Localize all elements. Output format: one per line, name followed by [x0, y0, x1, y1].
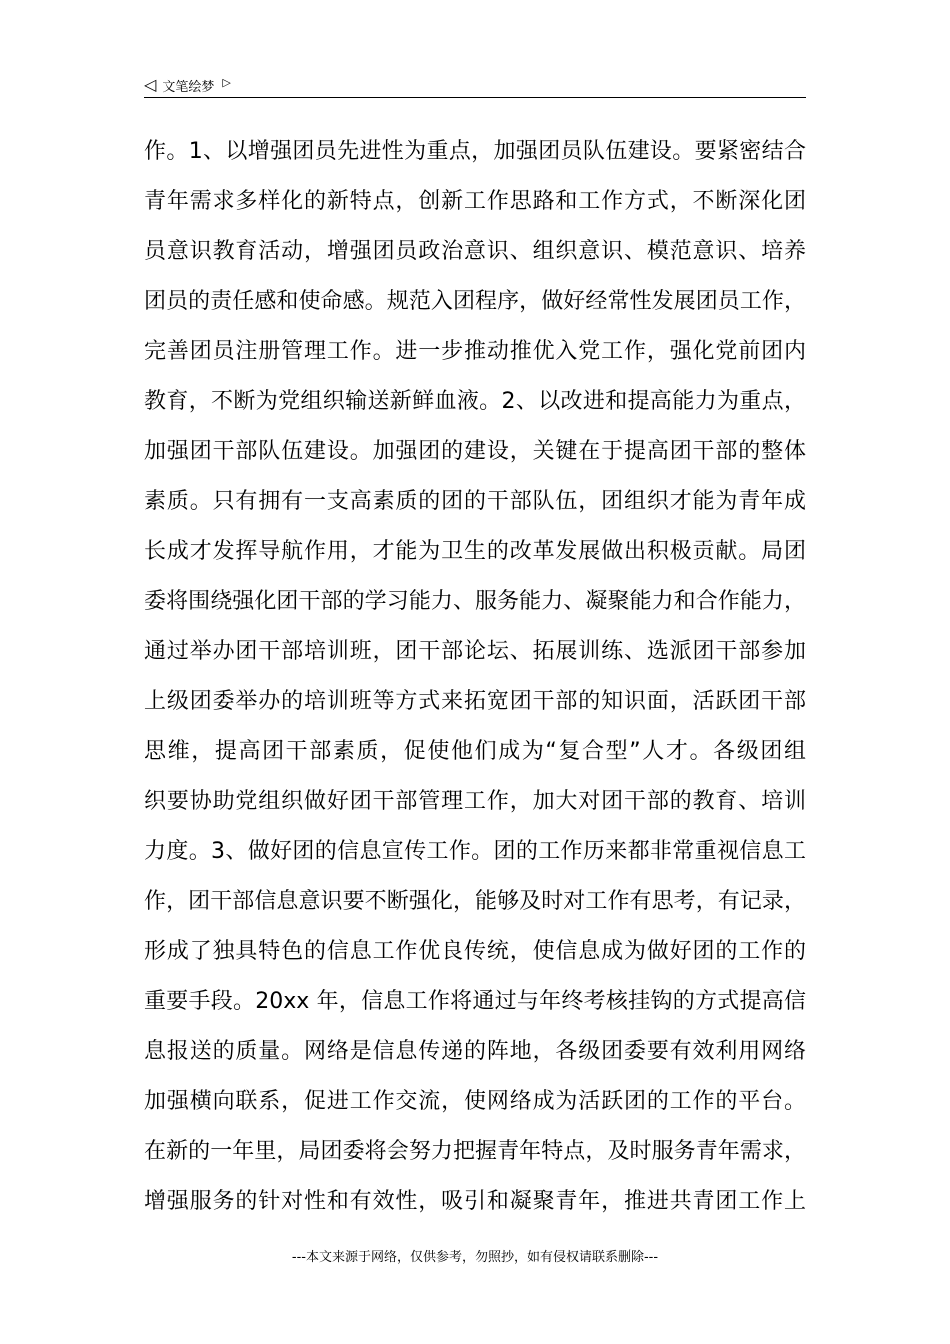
text-line: 团员的责任感和使命感。规范入团程序，做好经常性发展团员工作， [144, 289, 806, 314]
text-line: 通过举办团干部培训班，团干部论坛、拓展训练、选派团干部参加 [144, 639, 806, 664]
text-line: 加强横向联系，促进工作交流，使网络成为活跃团的工作的平台。 [144, 1089, 806, 1114]
page-header [144, 74, 231, 96]
header-title: 文笔绘梦 [162, 79, 215, 95]
text-line: 形成了独具特色的信息工作优良传统，使信息成为做好团的工作的 [144, 939, 806, 964]
text-line: 在新的一年里，局团委将会努力把握青年特点，及时服务青年需求， [144, 1139, 806, 1164]
text-line: 加强团干部队伍建设。加强团的建设，关键在于提高团干部的整体 [144, 439, 806, 464]
triangle-left-outline-icon: ◁ [144, 75, 157, 94]
text-line: 息报送的质量。网络是信息传递的阵地，各级团委要有效利用网络 [144, 1039, 806, 1064]
text-line: 力度。3、做好团的信息宣传工作。团的工作历来都非常重视信息工 [144, 839, 806, 864]
text-line: 素质。只有拥有一支高素质的团的干部队伍，团组织才能为青年成 [144, 489, 806, 514]
text-line: 增强服务的针对性和有效性，吸引和凝聚青年，推进共青团工作上 [144, 1189, 806, 1214]
text-line: 作，团干部信息意识要不断强化，能够及时对工作有思考，有记录， [144, 889, 806, 914]
document-body [144, 127, 806, 1227]
header-divider [144, 97, 806, 98]
text-line: 员意识教育活动，增强团员政治意识、组织意识、模范意识、培养 [144, 239, 806, 264]
page-footer: ---本文来源于网络，仅供参考，勿照抄，如有侵权请联系删除--- [291, 1250, 659, 1265]
text-line: 作。1、以增强团员先进性为重点，加强团员队伍建设。要紧密结合 [144, 139, 806, 164]
text-line: 完善团员注册管理工作。进一步推动推优入党工作，强化党前团内 [144, 339, 806, 364]
text-line: 思维，提高团干部素质，促使他们成为“复合型”人才。各级团组 [144, 739, 806, 764]
text-line: 委将围绕强化团干部的学习能力、服务能力、凝聚能力和合作能力， [144, 589, 806, 614]
text-line: 织要协助党组织做好团干部管理工作，加大对团干部的教育、培训 [144, 789, 806, 814]
text-line: 青年需求多样化的新特点，创新工作思路和工作方式，不断深化团 [144, 189, 806, 214]
text-line: 教育，不断为党组织输送新鲜血液。2、以改进和提高能力为重点， [144, 389, 806, 414]
triangle-right-outline-icon: ▷ [222, 75, 231, 89]
text-line: 上级团委举办的培训班等方式来拓宽团干部的知识面，活跃团干部 [144, 689, 806, 714]
text-line: 重要手段。20xx 年，信息工作将通过与年终考核挂钩的方式提高信 [144, 989, 806, 1014]
text-line: 长成才发挥导航作用，才能为卫生的改革发展做出积极贡献。局团 [144, 539, 806, 564]
